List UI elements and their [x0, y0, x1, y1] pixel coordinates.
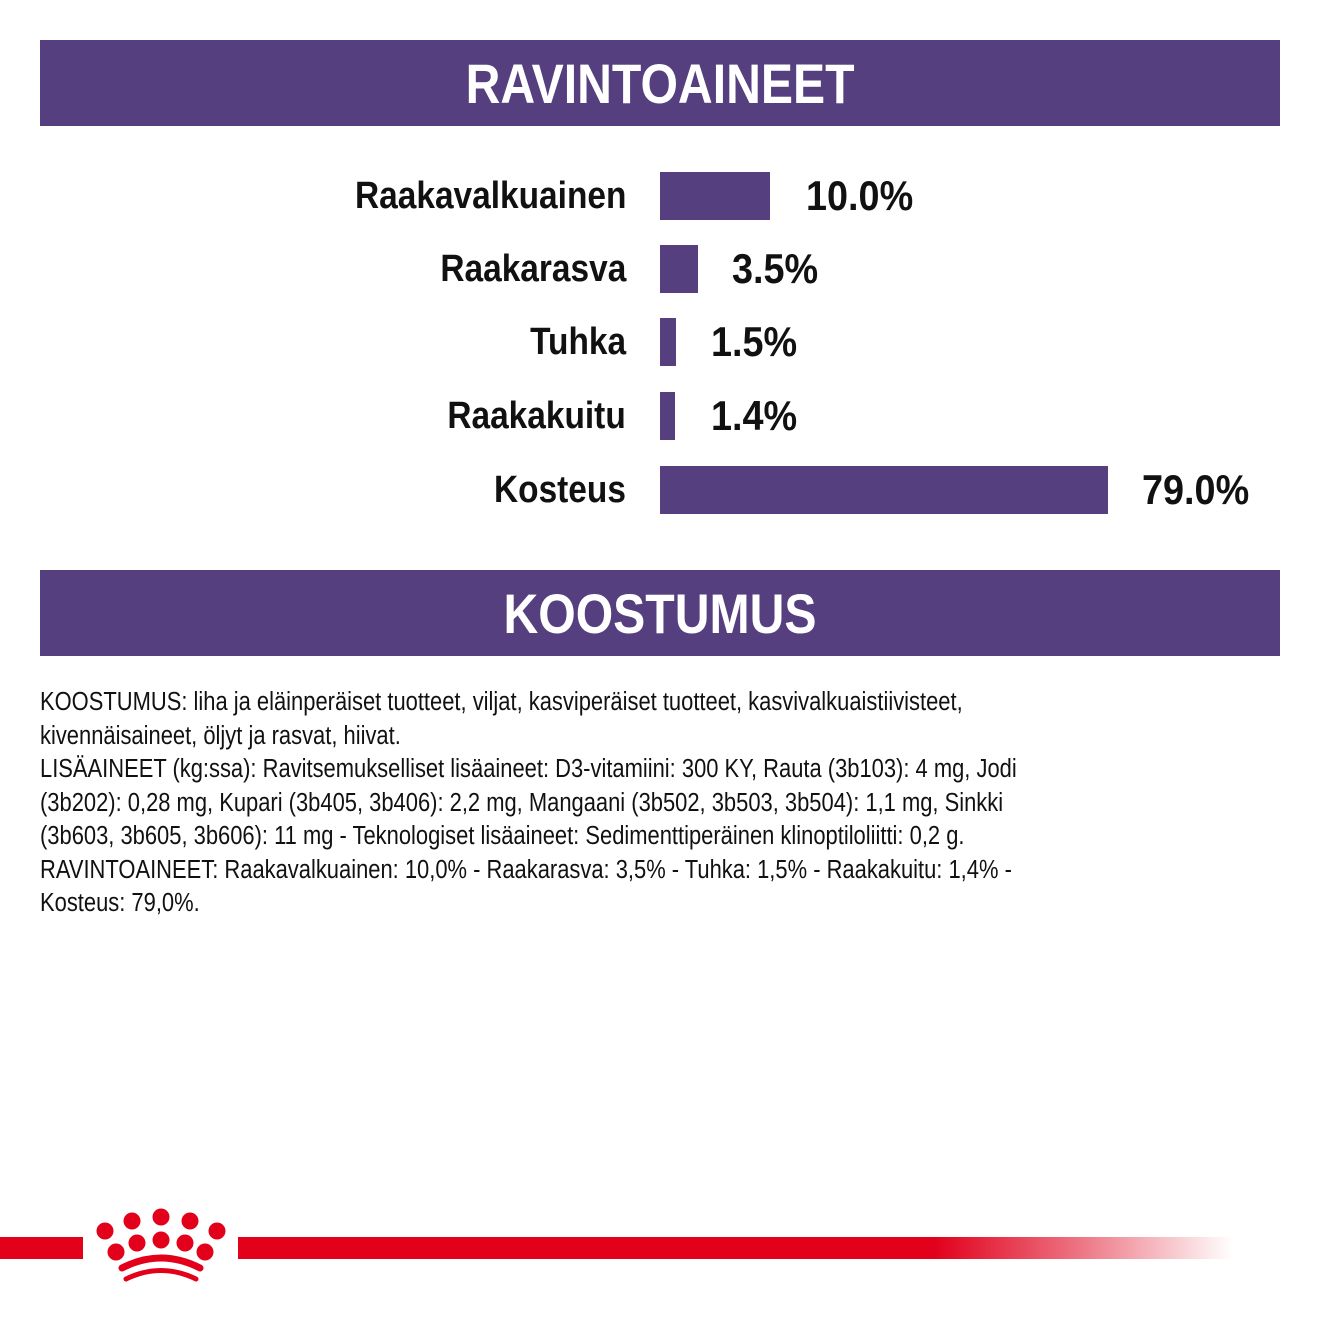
nutrient-bar [660, 466, 1108, 514]
composition-header-banner [40, 570, 1280, 656]
nutrient-label: Raakakuitu [447, 395, 626, 437]
additives-line: LISÄAINEET (kg:ssa): Ravitsemukselliset lisäaineet: D3-vitamiini: 300 KY, Rauta (3b103): 4 mg, Jodi [40, 755, 1017, 783]
footer-red-line-right [238, 1237, 1233, 1259]
nutrients-summary-line: RAVINTOAINEET: Raakavalkuainen: 10,0% - Raakarasva: 3,5% - Tuhka: 1,5% - Raakakuitu: 1,4% - [40, 855, 1012, 884]
nutrient-label: Tuhka [529, 321, 626, 363]
nutrient-value: 1.5% [711, 318, 798, 365]
nutrient-row [0, 318, 1320, 366]
nutrient-row [0, 466, 1320, 514]
nutrient-row [0, 392, 1320, 440]
additives-line: (3b202): 0,28 mg, Kupari (3b405, 3b406): 2,2 mg, Mangaani (3b502, 3b503, 3b504): 1,1 mg, Sinkki [40, 788, 1004, 817]
composition-text-block [40, 686, 1240, 921]
nutrients-summary-line: Kosteus: 79,0%. [40, 889, 200, 917]
nutrient-value: 79.0% [1142, 466, 1250, 513]
composition-line: KOOSTUMUS: liha ja eläinperäiset tuotteet, viljat, kasviperäiset tuotteet, kasvivalkuaistiivisteet, [40, 688, 963, 716]
nutrient-value: 10.0% [806, 172, 914, 219]
nutrient-bar [660, 172, 770, 220]
nutrients-header-banner [40, 40, 1280, 126]
composition-title: KOOSTUMUS [503, 581, 817, 645]
nutrient-value: 1.4% [711, 392, 798, 439]
crown-icon [92, 1206, 232, 1286]
nutrient-bar [660, 318, 676, 366]
footer-red-line-left [0, 1237, 83, 1259]
composition-line: kivennäisaineet, öljyt ja rasvat, hiivat. [40, 721, 401, 750]
nutrient-row [0, 172, 1320, 220]
nutrient-label: Raakarasva [440, 248, 626, 290]
nutrient-row [0, 245, 1320, 293]
nutrient-value: 3.5% [732, 245, 819, 292]
nutrients-title: RAVINTOAINEET [465, 51, 855, 115]
nutrient-label: Kosteus [494, 469, 626, 511]
additives-line: (3b603, 3b605, 3b606): 11 mg - Teknologiset lisäaineet: Sedimenttiperäinen klinoptiloliitti: 0,2 g. [40, 822, 965, 850]
nutrient-bar [660, 392, 675, 440]
nutrient-label: Raakavalkuainen [354, 175, 626, 217]
nutrient-bar [660, 245, 698, 293]
